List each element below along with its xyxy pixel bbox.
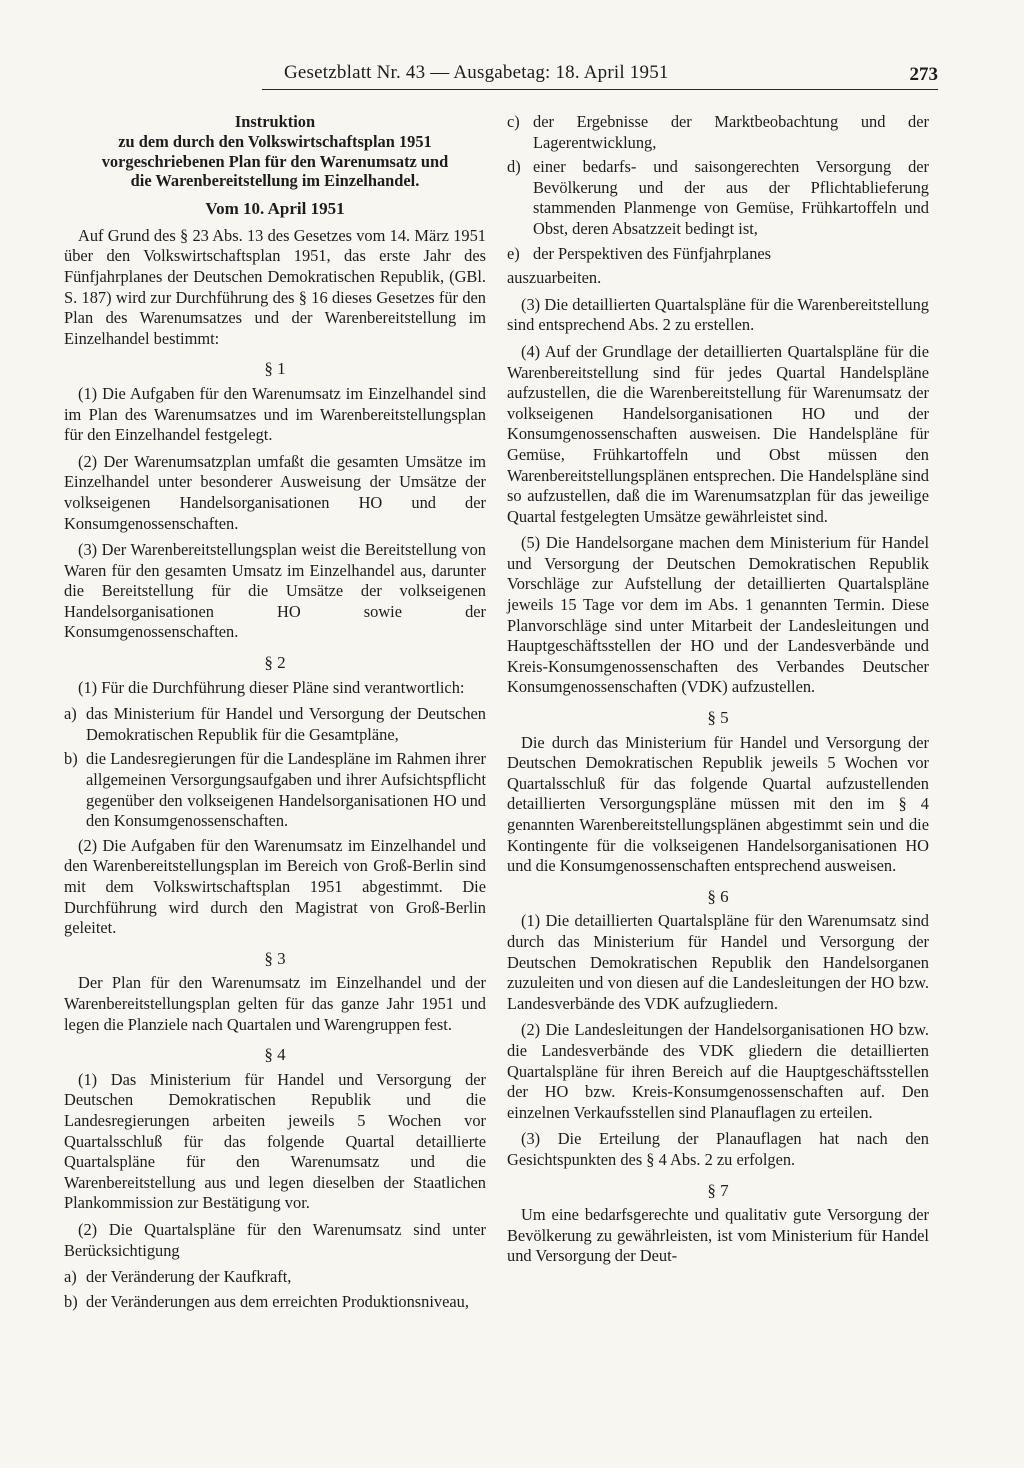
list-label: e)	[507, 243, 520, 263]
list-label: a)	[64, 1267, 77, 1287]
list-item	[507, 112, 929, 153]
list-text: das Ministerium für Handel und Versorgung der Deutschen Demokratischen Republik für die Gesamtpläne,	[86, 704, 486, 744]
list-text: der Ergebnisse der Marktbeobachtung und der Lagerentwicklung,	[533, 112, 929, 152]
page-header	[262, 60, 938, 90]
list-label: a)	[64, 704, 77, 724]
paragraph: auszuarbeiten.	[507, 268, 602, 288]
section-heading-3: § 3	[264, 948, 286, 968]
paragraph: (3) Die detaillierten Quartalspläne für die Warenbereitstellung sind entsprechend Abs. 2 zu erstellen.	[507, 294, 929, 335]
list-text: die Landesregierungen für die Landespläne im Rahmen ihrer allgemeinen Versorgungsaufgaben und ihrer Aufsichtspflicht gegenüber den volkseigenen Handelsorganisationen HO und den Konsumgenossenschaften.	[86, 749, 486, 831]
list-item	[507, 244, 929, 265]
paragraph: Um eine bedarfsgerechte und qualitativ gute Versorgung der Bevölkerung zu gewährleisten, ist vom Ministerium für Handel und Versorgung der Deut-	[507, 1205, 929, 1266]
section-heading-5: § 5	[707, 708, 729, 728]
list-item	[64, 1292, 486, 1313]
paragraph: (4) Auf der Grundlage der detaillierten Quartalspläne für die Warenbereitstellung sind für jedes Quartal Handelspläne aufzustellen, die die Warenbereitstellung für Warenumsatz der volkseigenen Handelsorganisationen HO und der Konsumgenossenschaften ausweisen. Die Handelspläne für Gemüse, Frühkartoffeln und Obst müssen den Warenbereitstellungsplänen entsprechen. Die Handelspläne sind so aufzustellen, daß die im Warenumsatzplan für das jeweilige Quartal festgelegten Umsätze gewährleistet sind.	[507, 341, 929, 526]
title-line: zu dem durch den Volkswirtschaftsplan 1951	[118, 131, 432, 151]
gazette-header-title: Gesetzblatt Nr. 43 — Ausgabetag: 18. April 1951	[284, 62, 669, 83]
header-rule	[262, 89, 938, 90]
list-item	[507, 157, 929, 239]
paragraph: (1) Die Aufgaben für den Warenumsatz im Einzelhandel sind im Plan des Warenumsatzes und im Warenbereitstellungsplan für den Einzelhandel festgelegt.	[64, 383, 486, 445]
section-heading-4: § 4	[264, 1045, 286, 1065]
left-column	[64, 112, 486, 1316]
title-line: Instruktion	[234, 112, 316, 131]
document-title	[64, 112, 486, 191]
list-text: einer bedarfs- und saisongerechten Versorgung der Bevölkerung und der aus der Pflichtablieferung stammenden Planmenge von Gemüse, Frühkartoffeln und Obst, deren Absatzzeit bedingt ist,	[533, 157, 929, 238]
section-heading-2: § 2	[264, 653, 286, 673]
paragraph: (2) Die Aufgaben für den Warenumsatz im Einzelhandel und den Warenbereitstellungsplan im Bereich von Groß-Berlin sind mit dem Volkswirtschaftsplan 1951 abgestimmt. Die Durchführung wird durch den Magistrat von Groß-Berlin geleitet.	[64, 835, 486, 938]
list-label: b)	[64, 749, 78, 769]
paragraph: (1) Das Ministerium für Handel und Versorgung der Deutschen Demokratischen Republik und die Landesregierungen arbeiten jeweils 5 Wochen vor Quartalsschluß für das folgende Quartal detaillierte Quartalspläne für den Warenumsatz und die Warenbereitstellung aus und legen dieselben der Staatlichen Plankommission zur Bestätigung vor.	[64, 1069, 486, 1213]
section-heading-7: § 7	[707, 1180, 729, 1200]
list-label: b)	[64, 1291, 78, 1311]
document-date: Vom 10. April 1951	[205, 199, 345, 219]
list-label: c)	[507, 112, 520, 131]
paragraph: (2) Die Landesleitungen der Handelsorganisationen HO bzw. die Landesverbände des VDK gliedern die detaillierten Quartalspläne für ihren Bereich auf die Hauptgeschäftsstellen der HO bzw. Kreis-Konsumgenossenschaften auf. Den einzelnen Verkaufsstellen sind Planauflagen zu erteilen.	[507, 1020, 929, 1122]
paragraph: (5) Die Handelsorgane machen dem Ministerium für Handel und Versorgung der Deutschen Demokratischen Republik Vorschläge zur Aufstellung der detaillierten Quartalspläne jeweils 15 Tage vor dem im Abs. 1 genannten Termin. Diese Planvorschläge sind unter Mitarbeit der Landesleitungen und Hauptgeschäftsstellen der HO und der Landesverbände und Kreis-Konsumgenossenschaften des Verbandes Deutscher Konsumgenossenschaften (VDK) aufzustellen.	[507, 533, 929, 697]
list-label: d)	[507, 157, 521, 177]
section-heading-1: § 1	[264, 359, 286, 379]
right-column	[507, 112, 929, 1273]
paragraph: (1) Die detaillierten Quartalspläne für den Warenumsatz sind durch das Ministerium für Handel und Versorgung der Deutschen Demokratischen Republik den Handelsorganen zuzuleiten und von diesen auf die Landesleitungen der HO bzw. Landesverbände des VDK aufzugliedern.	[507, 911, 929, 1013]
page-number: 273	[909, 64, 938, 85]
paragraph: (2) Die Quartalspläne für den Warenumsatz sind unter Berücksichtigung	[64, 1219, 486, 1260]
list-item	[64, 1267, 486, 1288]
paragraph: Der Plan für den Warenumsatz im Einzelhandel und der Warenbereitstellungsplan gelten für das ganze Jahr 1951 und legen die Planziele nach Quartalen und Warengruppen fest.	[64, 973, 486, 1034]
section-heading-6: § 6	[707, 886, 729, 906]
paragraph: (2) Der Warenumsatzplan umfaßt die gesamten Umsätze im Einzelhandel unter besonderer Ausweisung der Umsätze der volkseigenen Handelsorganisationen HO und der Konsumgenossenschaften.	[64, 451, 486, 533]
paragraph: Die durch das Ministerium für Handel und Versorgung der Deutschen Demokratischen Republik jeweils 5 Wochen vor Quartalsschluß für das folgende Quartal aufzustellenden detaillierten Versorgungspläne müssen mit den im § 4 genannten Warenbereitstellungsplänen abgestimmt sein und die Kontingente für die volkseigenen Handelsorganisationen HO und die Konsumgenossenschaften entsprechend ausweisen.	[507, 732, 929, 876]
list-text: der Veränderung der Kaufkraft,	[86, 1267, 292, 1287]
intro-paragraph: Auf Grund des § 23 Abs. 13 des Gesetzes vom 14. März 1951 über den Volkswirtschaftsplan 1951, das erste Jahr des Fünfjahrplanes der Deutschen Demokratischen Republik, (GBl. S. 187) wird zur Durchführung des § 16 dieses Gesetzes für den Plan des Warenumsatzes und der Warenbereitstellung im Einzelhandel bestimmt:	[64, 225, 486, 348]
list-item	[64, 704, 486, 745]
paragraph: (3) Die Erteilung der Planauflagen hat nach den Gesichtspunkten des § 4 Abs. 2 zu erfolgen.	[507, 1129, 929, 1169]
list-text: der Perspektiven des Fünfjahrplanes	[533, 243, 772, 263]
title-line: die Warenbereitstellung im Einzelhandel.	[130, 171, 420, 191]
paragraph: (3) Der Warenbereitstellungsplan weist die Bereitstellung von Waren für den gesamten Umsatz im Einzelhandel aus, darunter die Bereitstellung für die Umsätze der volkseigenen Handelsorganisationen HO sowie der Konsumgenossenschaften.	[64, 540, 486, 642]
paragraph: (1) Für die Durchführung dieser Pläne sind verantwortlich:	[78, 677, 465, 697]
list-text: der Veränderungen aus dem erreichten Produktionsniveau,	[86, 1291, 469, 1311]
title-line: vorgeschriebenen Plan für den Warenumsatz und	[101, 151, 449, 171]
list-item	[64, 749, 486, 831]
